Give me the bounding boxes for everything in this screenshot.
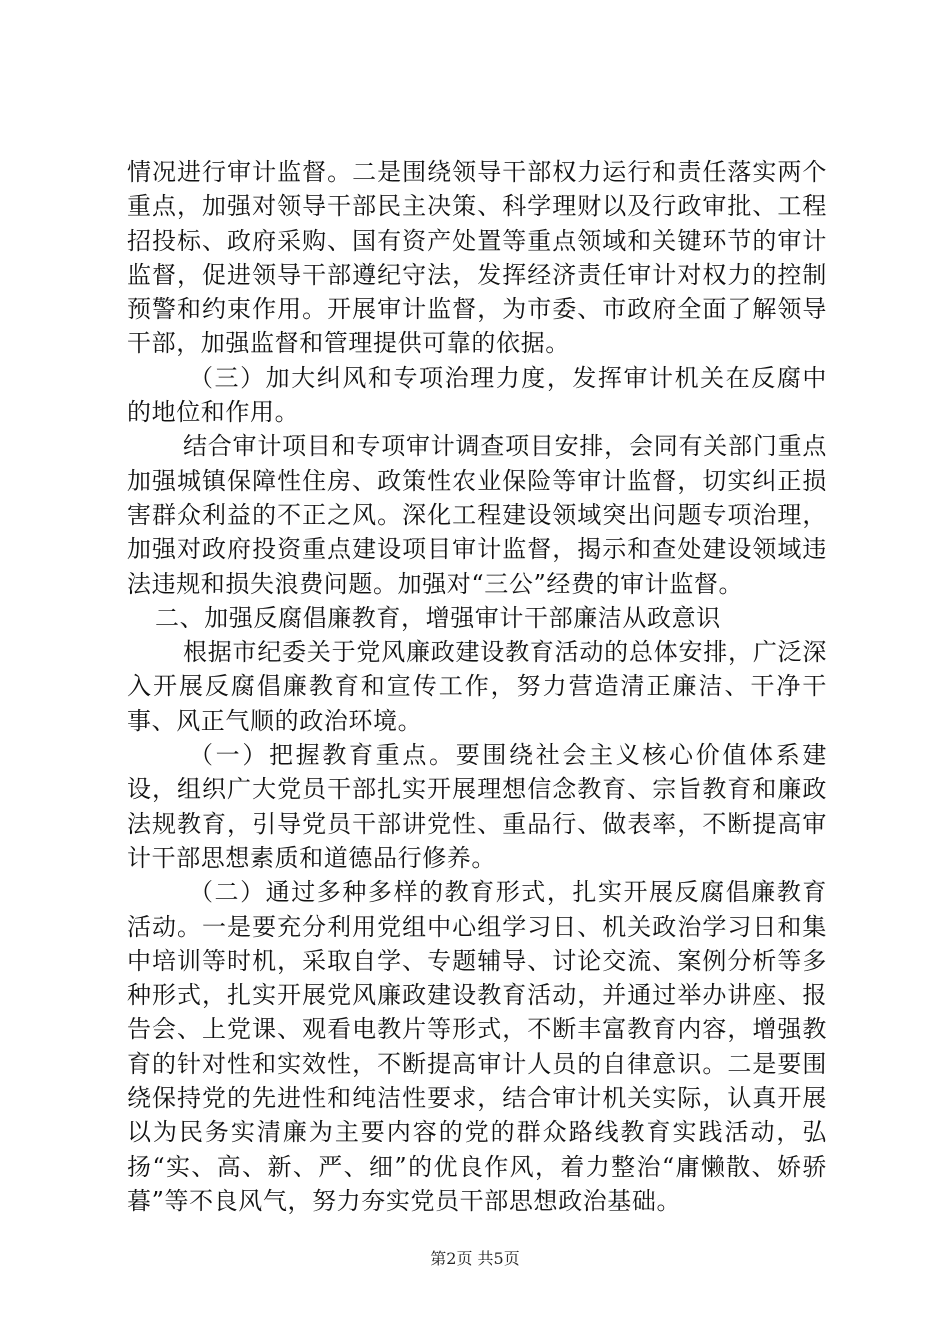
section-heading-two: 二、加强反腐倡廉教育，增强审计干部廉洁从政意识 [155,603,721,632]
paragraph-audit-continued: 情况进行审计监督。二是围绕领导干部权力运行和责任落实两个重点，加强对领导干部民主决策、科学理财以及行政审批、工程招投标、政府采购、国有资产处置等重点领域和关键环节的审计监督，促进领导干部遵纪守法，发挥经济责任审计对权力的控制预警和约束作用。开展审计监督，为市委、市政府全面了解领导干部，加强监督和管理提供可靠的依据。 [127,158,827,358]
paragraph-subsection-two: （二）通过多种多样的教育形式，扎实开展反腐倡廉教育活动。一是要充分利用党组中心组学习日、机关政治学习日和集中培训等时机，采取自学、专题辅导、讨论交流、案例分析等多种形式，扎实开展党风廉政建设教育活动，并通过举办讲座、报告会、上党课、观看电教片等形式，不断丰富教育内容，增强教育的针对性和实效性，不断提高审计人员的自律意识。二是要围绕保持党的先进性和纯洁性要求，结合审计机关实际，认真开展以为民务实清廉为主要内容的党的群众路线教育实践活动，弘扬“实、高、新、严、细”的优良作风，着力整治“庸懒散、娇骄暮”等不良风气，努力夯实党员干部思想政治基础。 [127,878,827,1215]
page-footer: 第2页 共5页 [430,1249,520,1268]
document-body [127,155,827,1218]
paragraph-special-governance: 结合审计项目和专项审计调查项目安排，会同有关部门重点加强城镇保障性住房、政策性农业保险等审计监督，切实纠正损害群众利益的不正之风。深化工程建设领域突出问题专项治理，加强对政府投资重点建设项目审计监督，揭示和查处建设领域违法违规和损失浪费问题。加强对“三公”经费的审计监督。 [127,432,827,598]
paragraph-subsection-three: （三）加大纠风和专项治理力度，发挥审计机关在反腐中的地位和作用。 [127,363,827,427]
paragraph-subsection-one: （一）把握教育重点。要围绕社会主义核心价值体系建设，组织广大党员干部扎实开展理想信念教育、宗旨教育和廉政法规教育，引导党员干部讲党性、重品行、做表率，不断提高审计干部思想素质和道德品行修养。 [127,741,827,872]
paragraph-education-overview: 根据市纪委关于党风廉政建设教育活动的总体安排，广泛深入开展反腐倡廉教育和宣传工作，努力营造清正廉洁、干净干事、风正气顺的政治环境。 [127,638,827,735]
